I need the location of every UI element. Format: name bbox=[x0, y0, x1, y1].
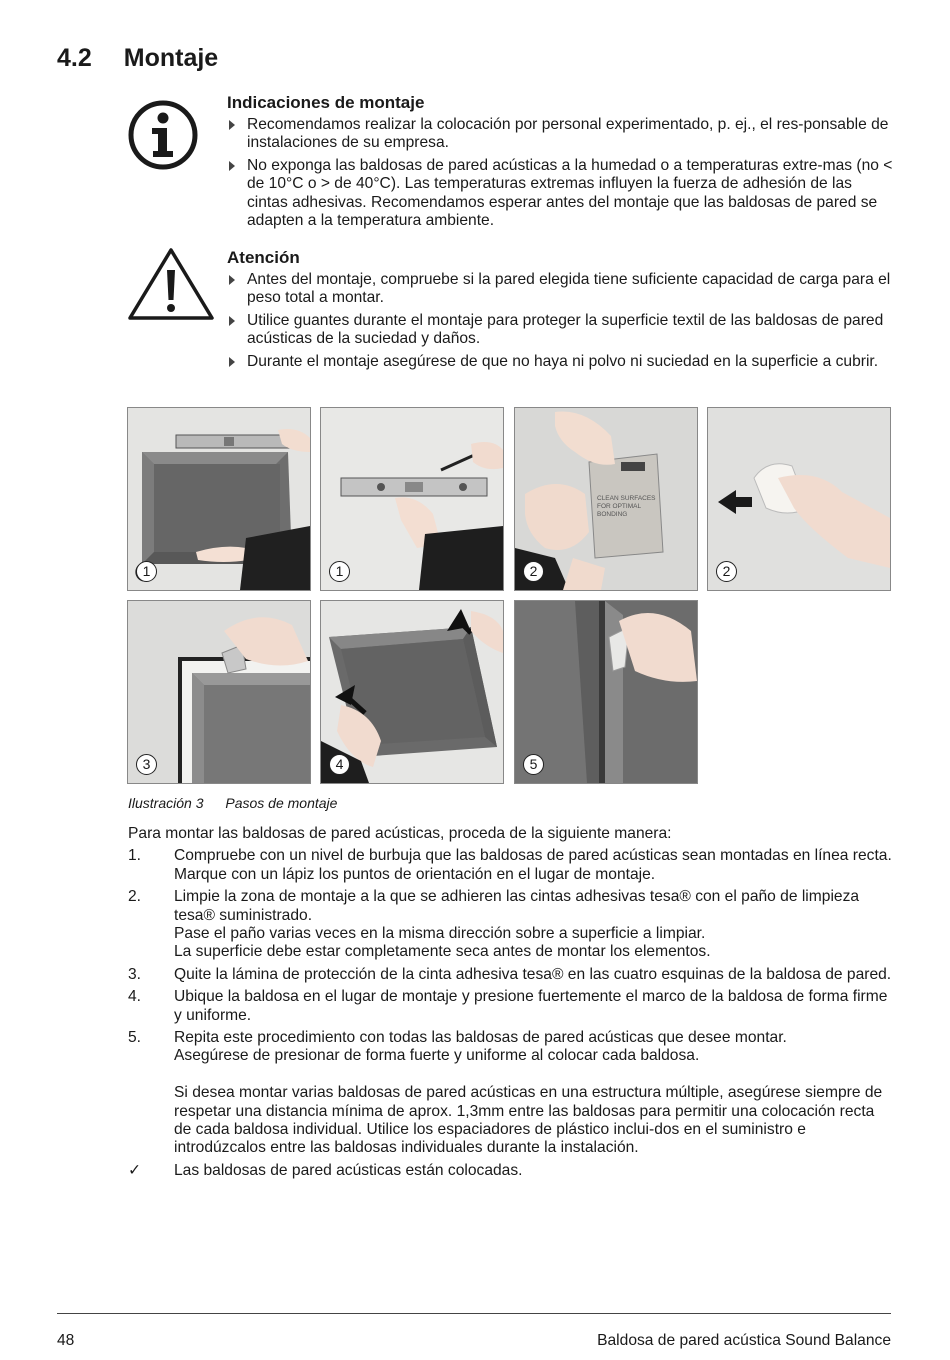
packet-label-line-1: CLEAN SURFACES bbox=[597, 495, 656, 502]
step-text-line: Las baldosas de pared acústicas están colocadas. bbox=[174, 1161, 523, 1179]
step-number: 3. bbox=[128, 965, 142, 983]
step-text-line: Ubique la baldosa en el lugar de montaje y presione fuertemente el marco de la baldosa de forma firme y uniforme. bbox=[174, 988, 888, 1024]
packet-label-line-3: BONDING bbox=[597, 511, 628, 518]
warning-icon bbox=[126, 246, 216, 327]
step-text-line: Quite la lámina de protección de la cinta adhesiva tesa® en las cuatro esquinas de la baldosa de pared. bbox=[174, 965, 892, 983]
footer-title: Baldosa de pared acústica Sound Balance bbox=[597, 1332, 891, 1349]
page-number: 48 bbox=[57, 1332, 75, 1349]
info-block bbox=[227, 93, 895, 234]
figure-title: Pasos de montaje bbox=[225, 795, 338, 811]
triangle-bullet-icon bbox=[229, 120, 235, 130]
step-item bbox=[128, 847, 893, 884]
triangle-bullet-icon bbox=[229, 275, 235, 285]
step-number: 4. bbox=[128, 988, 142, 1006]
instructions bbox=[128, 825, 893, 1184]
section-title: Montaje bbox=[123, 44, 219, 72]
step-text-line: Repita este procedimiento con todas las baldosas de pared acústicas que desee montar. bbox=[174, 1029, 787, 1047]
step-text-line: Limpie la zona de montaje a la que se adhieren las cintas adhesivas tesa® con el paño de limpieza tesa® suministrado. bbox=[174, 888, 860, 924]
step-badge: 2 bbox=[523, 561, 544, 582]
info-block-title: Indicaciones de montaje bbox=[227, 93, 425, 112]
step-number: 1. bbox=[128, 847, 142, 865]
step-badge: 3 bbox=[136, 754, 157, 775]
photo-level-pencil-mark bbox=[320, 407, 504, 591]
step-text-line: Marque con un lápiz los puntos de orientación en el lugar de montaje. bbox=[174, 865, 656, 883]
checkmark-icon: ✓ bbox=[128, 1161, 142, 1179]
warning-list bbox=[227, 271, 895, 371]
triangle-bullet-icon bbox=[229, 316, 235, 326]
figure-caption bbox=[128, 795, 355, 811]
info-list bbox=[227, 116, 895, 230]
step-item bbox=[128, 888, 893, 962]
triangle-bullet-icon bbox=[229, 161, 235, 171]
step-text-line: La superficie debe estar completamente seca antes de montar los elementos. bbox=[174, 943, 711, 961]
step-badge: 1 bbox=[329, 561, 350, 582]
packet-label-line-2: FOR OPTIMAL bbox=[597, 503, 642, 510]
warning-block bbox=[227, 248, 895, 375]
section-heading bbox=[57, 44, 218, 73]
step-badge: 1 bbox=[136, 561, 157, 582]
step-badge: 5 bbox=[523, 754, 544, 775]
warning-block-title: Atención bbox=[227, 248, 300, 267]
photo-press-tile bbox=[320, 600, 504, 784]
step-badge: 2 bbox=[716, 561, 737, 582]
step-number: 2. bbox=[128, 888, 142, 906]
info-icon bbox=[127, 99, 199, 176]
triangle-bullet-icon bbox=[229, 357, 235, 367]
figure-label: Ilustración 3 bbox=[128, 795, 204, 811]
step-text-line: Si desea montar varias baldosas de pared acústicas en una estructura múltiple, asegúrese siempre de respetar una distancia mínima de aprox. 1,3mm entre las baldosas para permitir una colocación recta de cada baldosa individual. Utilice los espaciadores de plástico inclui-dos en el suministro e introdúzcalos entre las baldosas individuales durante la instalación. bbox=[174, 1084, 883, 1157]
list-item: Durante el montaje asegúrese de que no haya ni polvo ni suciedad en la superficie a cubrir. bbox=[227, 353, 895, 371]
step-item bbox=[128, 1162, 893, 1180]
step-text-line: Compruebe con un nivel de burbuja que las baldosas de pared acústicas sean montadas en línea recta. bbox=[174, 847, 892, 865]
instructions-intro: Para montar las baldosas de pared acústicas, proceda de la siguiente manera: bbox=[128, 825, 672, 842]
step-text-line: Pase el paño varias veces en la misma dirección sobre a superficie a limpiar. bbox=[174, 925, 706, 943]
step-item bbox=[128, 966, 893, 984]
photo-remove-tape-film bbox=[127, 600, 311, 784]
step-text-line bbox=[174, 1066, 893, 1084]
photo-level-on-tile bbox=[127, 407, 311, 591]
step-item bbox=[128, 988, 893, 1025]
step-list bbox=[128, 847, 893, 1180]
section-number: 4.2 bbox=[57, 44, 92, 72]
step-text-line: Asegúrese de presionar de forma fuerte y uniforme al colocar cada baldosa. bbox=[174, 1047, 700, 1065]
list-item: Antes del montaje, compruebe si la pared elegida tiene suficiente capacidad de carga para el peso total a montar. bbox=[227, 271, 895, 308]
footer-divider bbox=[57, 1313, 891, 1314]
list-item: Recomendamos realizar la colocación por personal experimentado, p. ej., el res-ponsable de instalaciones de su empresa. bbox=[227, 116, 895, 153]
photo-align-next-tile bbox=[514, 600, 698, 784]
step-number: 5. bbox=[128, 1029, 142, 1047]
photo-tesa-wipe-packet bbox=[514, 407, 698, 591]
list-item: Utilice guantes durante el montaje para proteger la superficie textil de las baldosas de pared acústicas de la suciedad y daños. bbox=[227, 312, 895, 349]
list-item: No exponga las baldosas de pared acústicas a la humedad o a temperaturas extre-mas (no < de 10°C o > de 40°C). Las temperaturas extremas influyen la fuerza de adhesión de las cintas adhesivas. Recomendamos esperar antes del montaje que las baldosas de pared se adapten a la temperatura ambiente. bbox=[227, 157, 895, 231]
step-badge: 4 bbox=[329, 754, 350, 775]
photo-wiping-wall bbox=[707, 407, 891, 591]
step-item bbox=[128, 1029, 893, 1158]
